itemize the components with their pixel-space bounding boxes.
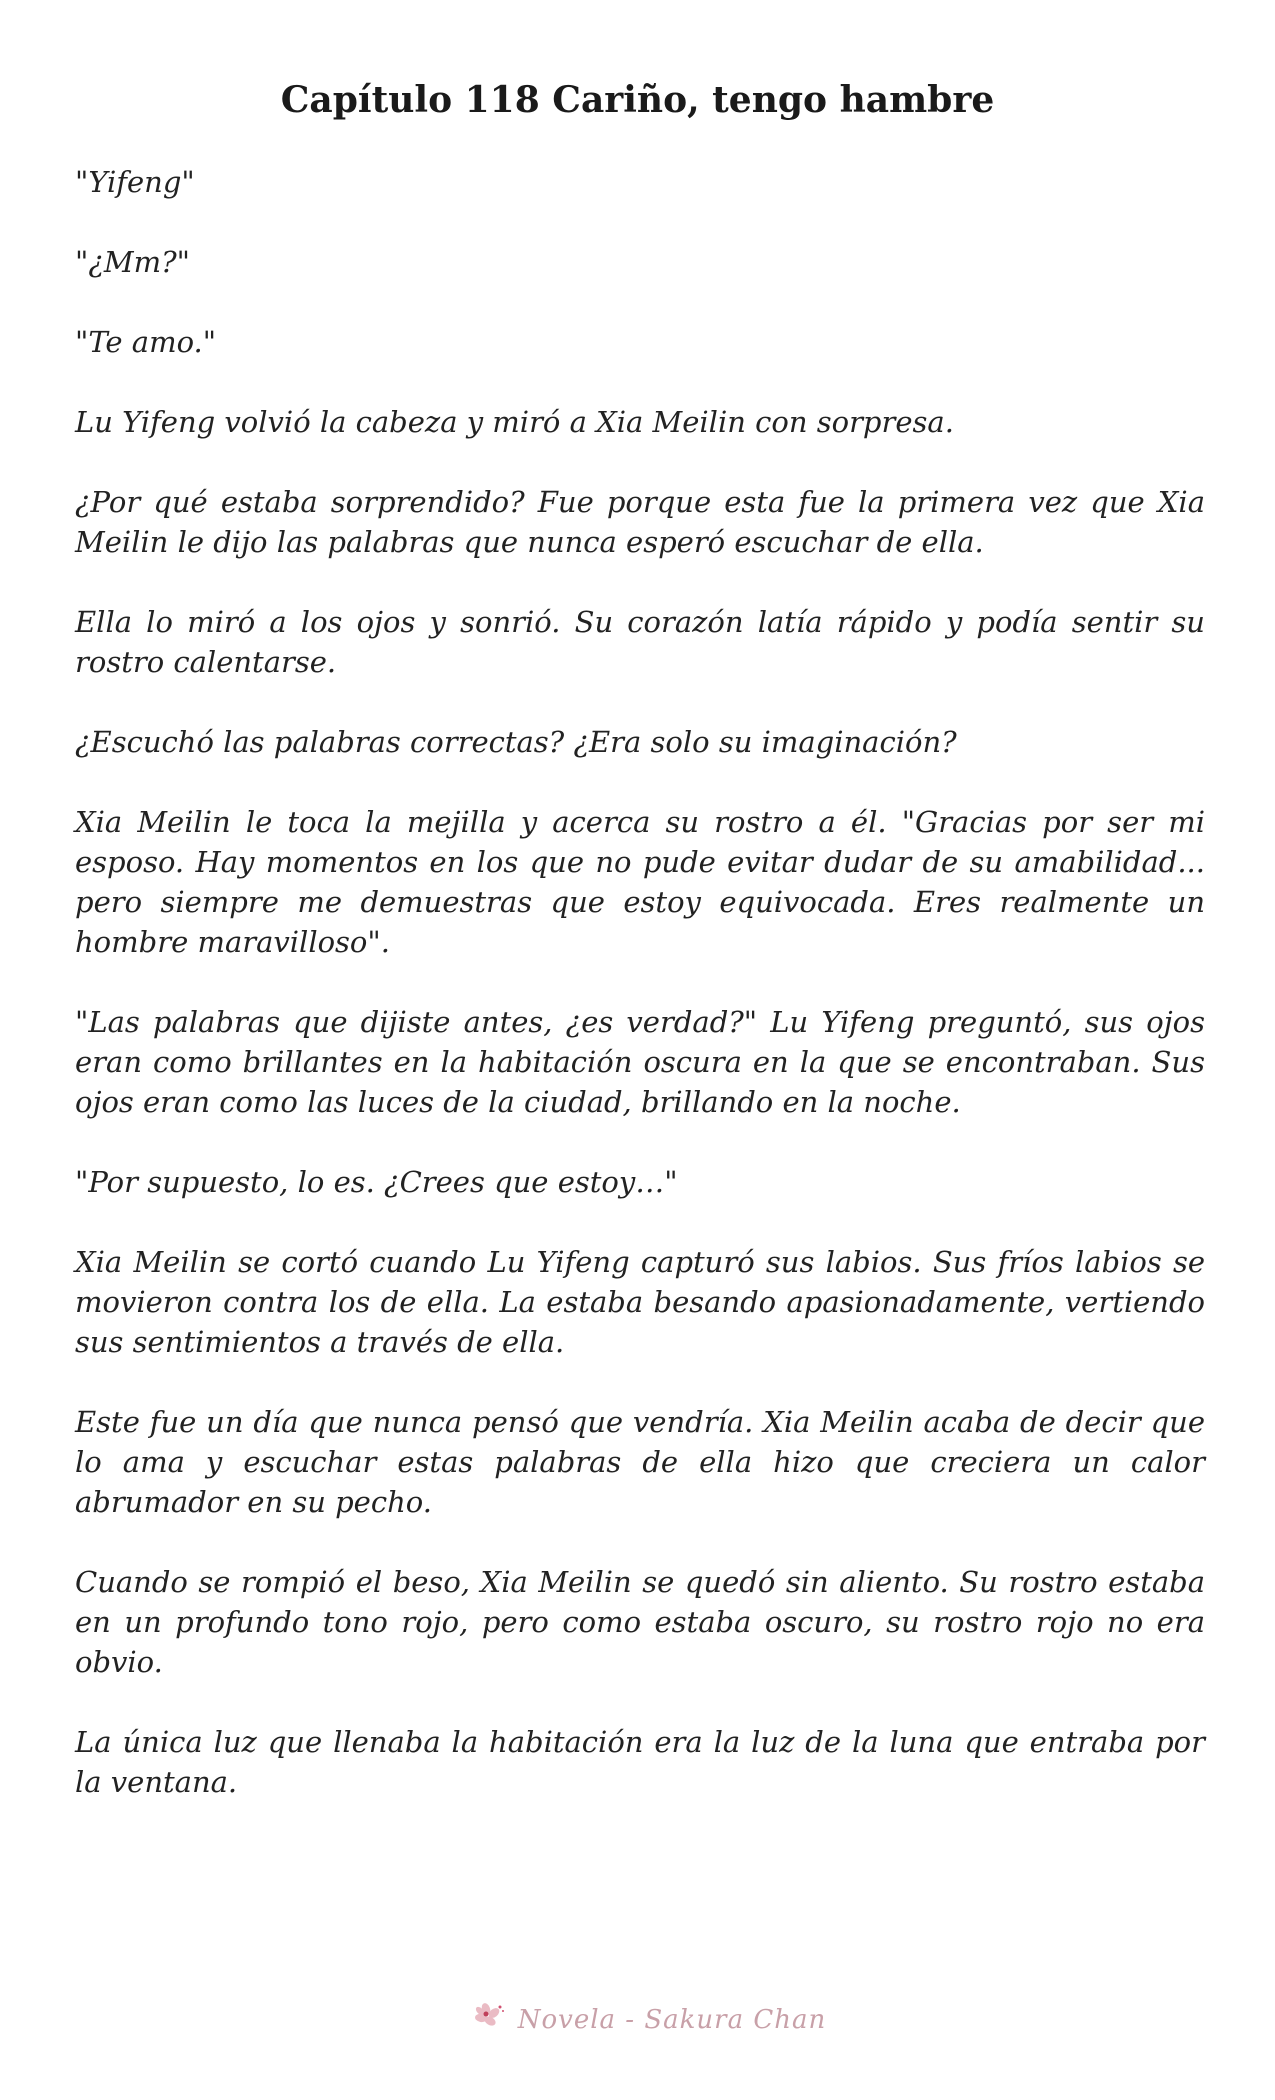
sakura-flower-icon — [474, 2001, 508, 2040]
paragraph: "¿Mm?" — [75, 245, 190, 279]
paragraph: "Las palabras que dijiste antes, ¿es verdad?" Lu Yifeng preguntó, sus ojos eran como brillantes en la habitación oscura en la que se encontraban. Sus ojos eran como las luces de la ciudad, brillando en la noche. — [75, 1005, 1205, 1119]
chapter-title: Capítulo 118 Cariño, tengo hambre — [280, 79, 995, 121]
chapter-body — [75, 162, 1205, 1842]
footer-watermark — [460, 1995, 840, 2045]
paragraph: Lu Yifeng volvió la cabeza y miró a Xia Meilin con sorpresa. — [75, 405, 954, 439]
paragraph: Xia Meilin se cortó cuando Lu Yifeng capturó sus labios. Sus fríos labios se movieron contra los de ella. La estaba besando apasionadamente, vertiendo sus sentimientos a través de ella. — [75, 1245, 1205, 1359]
paragraph: La única luz que llenaba la habitación era la luz de la luna que entraba por la ventana. — [75, 1725, 1205, 1799]
paragraph: ¿Por qué estaba sorprendido? Fue porque esta fue la primera vez que Xia Meilin le dijo las palabras que nunca esperó escuchar de ella. — [75, 485, 1205, 559]
paragraph: Cuando se rompió el beso, Xia Meilin se quedó sin aliento. Su rostro estaba en un profundo tono rojo, pero como estaba oscuro, su rostro rojo no era obvio. — [75, 1565, 1205, 1679]
paragraph: "Yifeng" — [75, 165, 195, 199]
paragraph: "Te amo." — [75, 325, 217, 359]
paragraph: Este fue un día que nunca pensó que vendría. Xia Meilin acaba de decir que lo ama y escuchar estas palabras de ella hizo que creciera un calor abrumador en su pecho. — [75, 1405, 1205, 1519]
paragraph: ¿Escuchó las palabras correctas? ¿Era solo su imaginación? — [75, 725, 957, 759]
paragraph: Ella lo miró a los ojos y sonrió. Su corazón latía rápido y podía sentir su rostro calentarse. — [75, 605, 1205, 679]
footer-text: Novela - Sakura Chan — [517, 2005, 827, 2035]
paragraph: "Por supuesto, lo es. ¿Crees que estoy…" — [75, 1165, 678, 1199]
paragraph: Xia Meilin le toca la mejilla y acerca su rostro a él. "Gracias por ser mi esposo. Hay momentos en los que no pude evitar dudar de su amabilidad... pero siempre me demuestras que estoy equivocada. Eres realmente un hombre maravilloso". — [75, 805, 1205, 959]
